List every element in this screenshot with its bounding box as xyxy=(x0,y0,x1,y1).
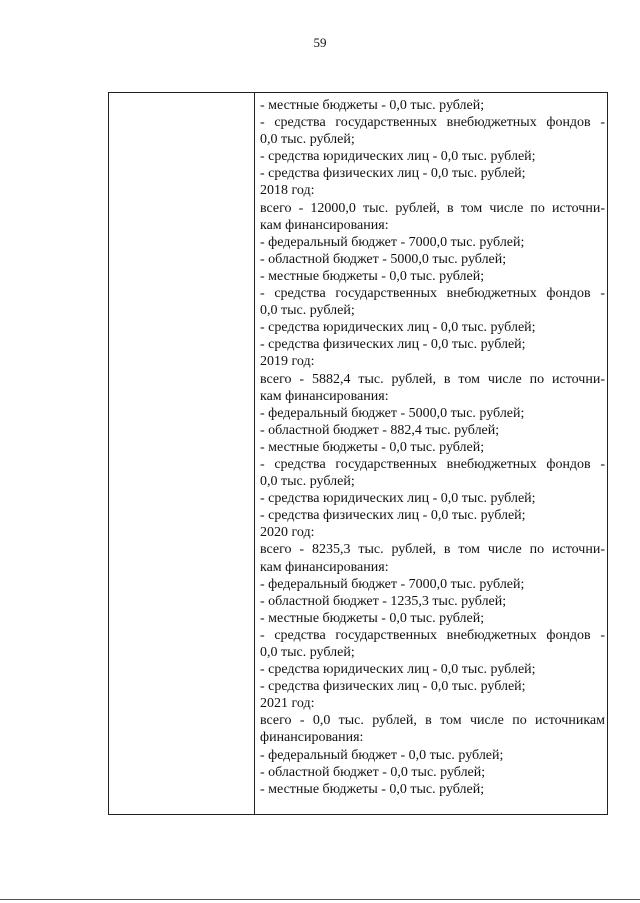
text-line: - местные бюджеты - 0,0 тыс. рублей; xyxy=(260,268,485,284)
text-line: 2019 год: xyxy=(260,354,315,370)
text-line: - средства физических лиц - 0,0 тыс. рублей; xyxy=(260,166,526,182)
text-line: - средства юридических лиц - 0,0 тыс. рублей; xyxy=(260,662,536,678)
text-line: - средства юридических лиц - 0,0 тыс. рублей; xyxy=(260,320,536,336)
text-line: - федеральный бюджет - 7000,0 тыс. рублей; xyxy=(260,576,525,592)
text-line: - средства физических лиц - 0,0 тыс. рублей; xyxy=(260,337,526,353)
text-line: всего - 12000,0 тыс. рублей, в том числе по источни- xyxy=(260,200,605,216)
text-line: 0,0 тыс. рублей; xyxy=(260,474,355,490)
text-line: - средства государственных внебюджетных фондов - xyxy=(260,286,605,302)
funding-table xyxy=(108,92,608,815)
text-line: финансирования: xyxy=(260,730,364,746)
text-line: - средства государственных внебюджетных фондов - xyxy=(260,627,605,643)
text-line: кам финансирования: xyxy=(260,388,389,404)
text-line: - федеральный бюджет - 0,0 тыс. рублей; xyxy=(260,747,504,763)
page-bottom-rule xyxy=(0,899,640,900)
text-line: - средства юридических лиц - 0,0 тыс. рублей; xyxy=(260,491,536,507)
table-left-cell xyxy=(109,93,254,814)
funding-details-cell xyxy=(260,97,605,798)
text-line: - областной бюджет - 882,4 тыс. рублей; xyxy=(260,422,500,438)
text-line: - областной бюджет - 1235,3 тыс. рублей; xyxy=(260,593,507,609)
text-line: - средства юридических лиц - 0,0 тыс. рублей; xyxy=(260,149,536,165)
text-line: 2018 год: xyxy=(260,183,315,199)
text-line: всего - 5882,4 тыс. рублей, в том числе по источни- xyxy=(260,371,605,387)
page-number: 59 xyxy=(313,35,327,50)
text-line: всего - 0,0 тыс. рублей, в том числе по источникам xyxy=(260,713,605,729)
text-line: - областной бюджет - 0,0 тыс. рублей; xyxy=(260,764,486,780)
text-line: - местные бюджеты - 0,0 тыс. рублей; xyxy=(260,610,485,626)
text-line: - средства физических лиц - 0,0 тыс. рублей; xyxy=(260,508,526,524)
text-line: 0,0 тыс. рублей; xyxy=(260,303,355,319)
text-line: - областной бюджет - 5000,0 тыс. рублей; xyxy=(260,251,507,267)
text-line: - местные бюджеты - 0,0 тыс. рублей; xyxy=(260,781,485,797)
column-divider xyxy=(254,93,255,814)
text-line: - местные бюджеты - 0,0 тыс. рублей; xyxy=(260,439,485,455)
text-line: - федеральный бюджет - 5000,0 тыс. рублей; xyxy=(260,405,525,421)
text-line: кам финансирования: xyxy=(260,559,389,575)
text-line: - федеральный бюджет - 7000,0 тыс. рублей; xyxy=(260,234,525,250)
text-line: - местные бюджеты - 0,0 тыс. рублей; xyxy=(260,98,485,113)
text-line: - средства государственных внебюджетных фондов - xyxy=(260,115,605,131)
text-line: - средства государственных внебюджетных фондов - xyxy=(260,456,605,472)
text-line: - средства физических лиц - 0,0 тыс. рублей; xyxy=(260,679,526,695)
text-line: кам финансирования: xyxy=(260,217,389,233)
text-line: 2021 год: xyxy=(260,696,315,712)
text-line: всего - 8235,3 тыс. рублей, в том числе по источни- xyxy=(260,542,605,558)
text-line: 0,0 тыс. рублей; xyxy=(260,132,355,148)
text-line: 2020 год: xyxy=(260,525,315,541)
text-line: 0,0 тыс. рублей; xyxy=(260,645,355,660)
